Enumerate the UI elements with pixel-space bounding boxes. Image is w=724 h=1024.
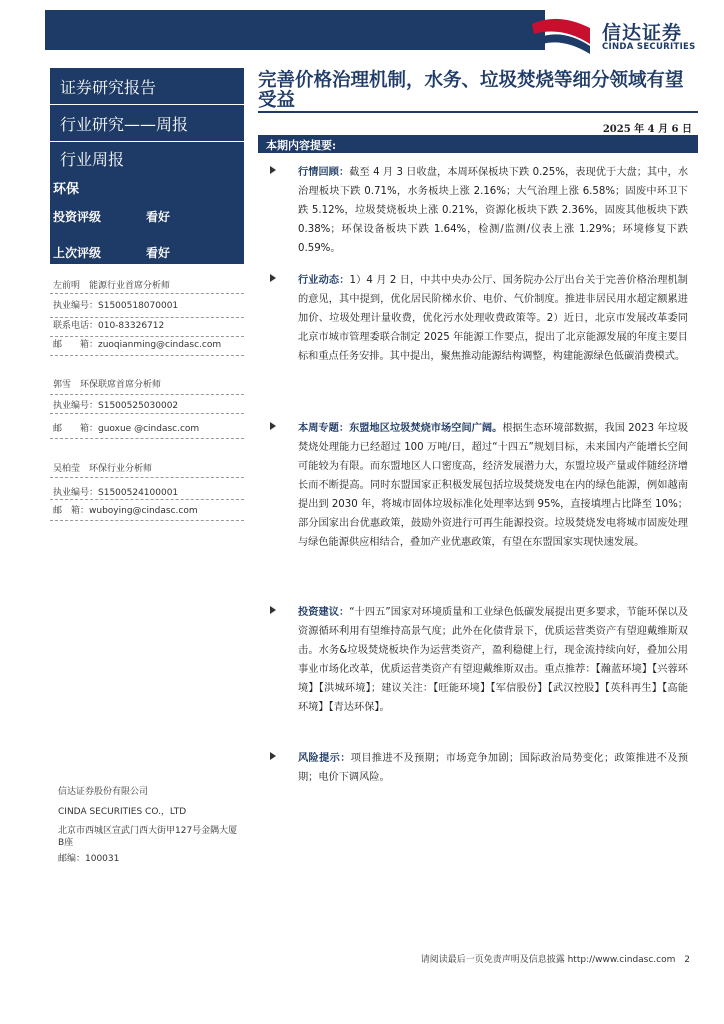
item-text: “十四五”国家对环境质量和工业绿色低碳发展提出更多要求，节能环保以及资源循环利用有望维持高景气度；此外在化债背景下，优质运营类资产有望迎戴维斯双击。水务&垃圾焚烧板块作为运营类资产，盈利稳健上行，现金流持续向好，叠加公用事业市场化改革，优质运营类资产有望迎戴维斯双击。重点推荐：【瀚蓝环境】【兴蓉环境】【洪城环境】；建议关注：【旺能环境】【军信股份】【武汉控股】【英科再生】【高能环境】【青达环保】。	[298, 607, 689, 713]
rating-label: 投资评级	[53, 210, 102, 224]
analyst-name: 左前明 能源行业首席分析师	[53, 281, 171, 291]
arrow-bullet-icon	[270, 752, 276, 760]
analyst-name: 吴柏莹 环保行业分析师	[53, 464, 153, 474]
analyst-email[interactable]: 邮 箱：zuoqianming@cindasc.com	[53, 340, 222, 350]
dashed-divider	[50, 293, 244, 294]
item-text: 截至 4 月 3 日收盘，本周环保板块下跌 0.25%，表现优于大盘；其中，水治理板块下跌 0.71%，水务板块上涨 2.16%；大气治理上涨 6.58%；固废中环卫下跌 5.12%，垃圾焚烧板块上涨 0.21%，资源化板块下跌 2.36%，固废其他板块下跌 0.38%；环保设备板块下跌 1.64%，检测/监测/仪表上涨 1.29%；环境修复下跌 0.59%。	[298, 167, 689, 254]
header-banner	[45, 10, 545, 50]
dashed-divider	[50, 438, 244, 439]
dashed-divider	[50, 355, 244, 356]
item-label: 行情回顾：	[298, 167, 350, 178]
item-text: 根据生态环境部数据，我国 2023 年垃圾焚烧处理能力已经超过 100 万吨/日，超过“十四五”规划目标，未来国内产能增长空间可能较为有限。而东盟地区人口密度高，经济发展潜力大，东盟垃圾产量或伴随经济增长而不断提高。同时东盟国家正积极发展包括垃圾焚烧发电在内的绿色能源，例如越南提出到 2030 年，将城市固体垃圾标准化处理率达到 95%，直接填埋占比降至 10%；部分国家出台优惠政策，鼓励外资进行可再生能源投资。垃圾焚烧发电将城市固废处理与绿色能源供应相结合，叠加产业优惠政策，有望在东盟国家实现快速发展。	[298, 423, 689, 548]
footer-disclaimer[interactable]: 请阅读最后一页免责声明及信息披露 http://www.cindasc.com	[420, 955, 676, 965]
item-label: 投资建议：	[298, 607, 350, 618]
report-subcategory-label: 行业周报	[50, 142, 244, 174]
arrow-bullet-icon	[270, 274, 276, 282]
cinda-logo-icon	[528, 14, 594, 58]
summary-item	[268, 163, 688, 258]
title-divider	[258, 111, 698, 113]
report-date: 2025 年 4 月 6 日	[602, 124, 692, 135]
summary-item	[268, 603, 688, 717]
rating-value: 看好	[146, 210, 171, 224]
dashed-divider	[50, 394, 244, 395]
logo-text-en: CINDA SECURITIES	[602, 42, 696, 52]
prev-rating-value: 看好	[146, 246, 171, 260]
page-number: 2	[684, 955, 690, 965]
analyst-phone: 联系电话：010-83326712	[53, 321, 165, 331]
summary-heading-bar	[258, 135, 698, 153]
analyst-email[interactable]: 邮 箱：guoxue @cindasc.com	[53, 424, 200, 434]
sector-rating-panel	[50, 174, 244, 264]
arrow-bullet-icon	[270, 166, 276, 174]
item-label: 本周专题：东盟地区垃圾焚烧市场空间广阔。	[298, 423, 503, 434]
summary-item	[268, 419, 688, 552]
dashed-divider	[50, 413, 244, 414]
analyst-cert: 执业编号：S1500518070001	[53, 301, 179, 311]
summary-heading: 本期内容提要:	[266, 139, 337, 152]
company-address: 北京市西城区宣武门西大街甲127号金隅大厦	[58, 826, 238, 836]
arrow-bullet-icon	[270, 606, 276, 614]
company-postcode: 邮编：100031	[58, 854, 120, 864]
page-title: 完善价格治理机制，水务、垃圾焚烧等细分领域有望受益	[258, 70, 684, 111]
company-name-en: CINDA SECURITIES CO.，LTD	[58, 807, 187, 817]
item-label: 风险提示：	[298, 753, 351, 764]
dashed-divider	[50, 520, 244, 521]
dashed-divider	[50, 477, 244, 478]
company-name-cn: 信达证券股份有限公司	[58, 787, 149, 797]
page-footer	[421, 952, 690, 965]
dashed-divider	[50, 317, 244, 318]
analyst-cert: 执业编号：S1500524100001	[53, 488, 179, 498]
arrow-bullet-icon	[270, 422, 276, 430]
company-address-line2: B座	[58, 838, 74, 848]
dashed-divider	[50, 499, 244, 500]
analyst-cert: 执业编号：S1500525030002	[53, 401, 179, 411]
dashed-divider	[50, 336, 244, 337]
item-text: 项目推进不及预期；市场竞争加剧；国际政治局势变化；政策推进不及预期；电价下调风险。	[298, 753, 689, 783]
prev-rating-label: 上次评级	[53, 246, 102, 260]
logo-text-cn: 信达证券	[602, 22, 683, 44]
analyst-email[interactable]: 邮 箱：wuboying@cindasc.com	[53, 506, 198, 516]
item-text: 1）4 月 2 日，中共中央办公厅、国务院办公厅出台关于完善价格治理机制的意见，其中提到，优化居民阶梯水价、电价、气价制度。推进非居民用水超定额累进加价、垃圾处理计量收费，优化污水处理收费政策等。2）近日，北京市发展改革委同北京市城市管理委联合制定 2025 年能源工作要点，提出了北京能源发展的年度主要目标和重点任务安排。其中提出，聚焦推动能源结构调整，构建能源绿色低碳消费模式。	[298, 275, 688, 362]
analyst-name: 郭雪 环保联席首席分析师	[53, 380, 162, 390]
summary-item	[268, 271, 688, 366]
sector-name: 环保	[53, 182, 80, 197]
report-type-label: 证券研究报告	[50, 68, 244, 104]
report-category-label: 行业研究——周报	[50, 105, 244, 141]
item-label: 行业动态：	[298, 275, 350, 286]
summary-item	[268, 749, 688, 787]
